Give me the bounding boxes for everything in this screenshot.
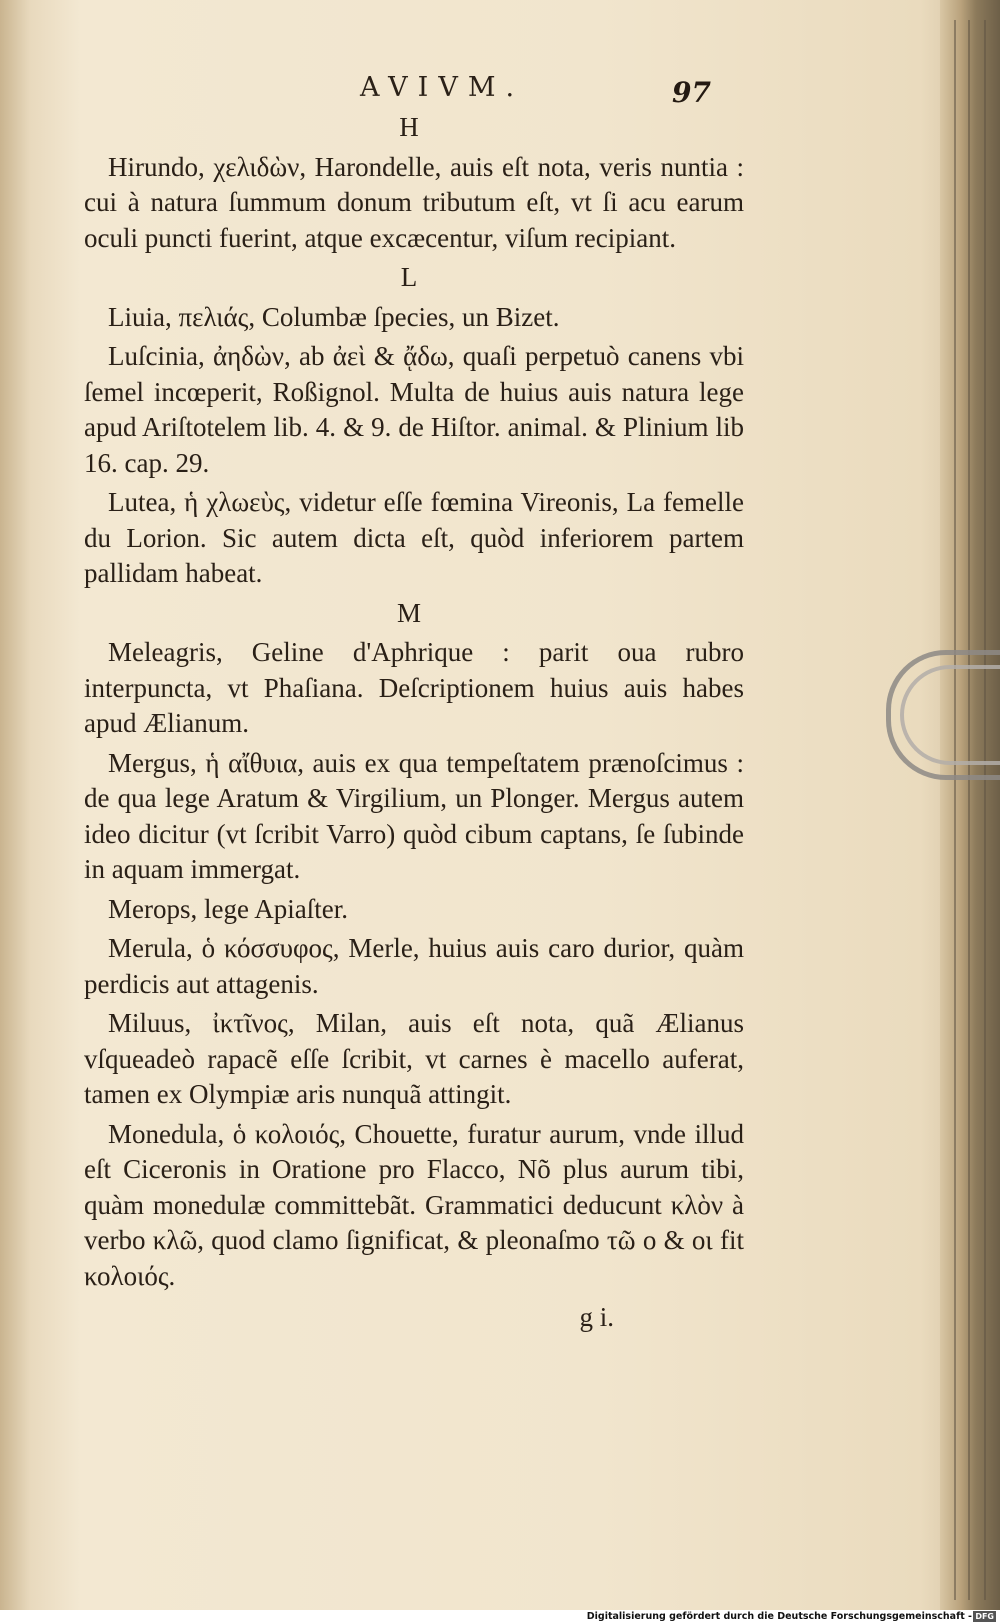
page-header [40,72,920,112]
section-letter: M [396,597,421,628]
section-letter: L [400,262,418,292]
page-number: 97 [672,76,711,109]
entry-lutea: Lutea, ἡ χλωεὺς, videtur eſſe fœmina Vireonis, La femelle du Lorion. Sic autem dicta eſt, quòd inferiorem partem pallidam habeat. [84,487,744,588]
entry-merula: Merula, ὁ κόσσυφος, Merle, huius auis caro durior, quàm perdicis aut attagenis. [84,933,744,999]
entry-meleagris: Meleagris, Geline d'Aphrique : parit oua rubro interpuncta, vt Phaſiana. Deſcriptionem huius auis habes apud Ælianum. [84,637,744,738]
entry-miluus: Miluus, ἰκτῖνος, Milan, auis eſt nota, quã Ælianus vſqueadeò rapacẽ eſſe ſcribit, vt carnes è macello auferat, tamen ex Olympiæ aris nunquã attingit. [84,1008,744,1109]
footer-credit: Digitalisierung gefördert durch die Deutsche Forschungsgemeinschaft - [586,1611,972,1622]
footer-bar [0,1610,1000,1623]
entry-liuia: Liuia, πελιάς, Columbæ ſpecies, un Bizet. [108,301,560,332]
entry-monedula: Monedula, ὁ κολοιός, Chouette, furatur aurum, vnde illud eſt Ciceronis in Oratione pro Flacco, Nõ plus aurum tibi, quàm monedulæ committebãt. Grammatici deducunt κλὸν à verbo κλῶ, quod clamo ſignificat, & pleonaſmo τῶ ο & οι fit κολοιός. [84,1118,744,1291]
edge-line [968,20,970,1600]
entry-mergus: Mergus, ἡ αἴθυια, auis ex qua tempeſtatem prænoſcimus : de qua lege Aratum & Virgilium, un Plonger. Mergus autem ideo dicitur (vt ſcribit Varro) quòd cibum captans, ſe ſubinde in aquam immergat. [84,747,744,884]
page-text [84,108,744,1336]
edge-line [954,20,956,1600]
book-fore-edge [940,0,1000,1610]
edge-line [984,20,986,1600]
signature-mark: g i. [579,1302,614,1332]
section-h [84,110,744,256]
book-page [40,0,920,1610]
running-head: AVIVM. [360,72,525,103]
section-letter: H [399,112,419,142]
entry-luscinia: Luſcinia, ἀηδὼν, ab ἀεὶ & ᾄδω, quaſi perpetuò canens vbi ſemel incœperit, Roßignol. Multa de huius auis natura lege apud Ariſtotelem lib. 4. & 9. de Hiſtor. animal. & Plinium lib 16. cap. 29. [84,341,744,478]
entry-hirundo: Hirundo, χελιδὼν, Harondelle, auis eſt nota, veris nuntia : cui à natura ſummum donum tributum eſt, vt ſi acu earum oculi puncti fuerint, atque excæcentur, viſum recipiant. [84,151,744,253]
section-m [84,596,744,1295]
dfg-logo: DFG [975,1612,994,1621]
entry-merops: Merops, lege Apiaſter. [108,893,348,924]
section-l [84,260,744,592]
